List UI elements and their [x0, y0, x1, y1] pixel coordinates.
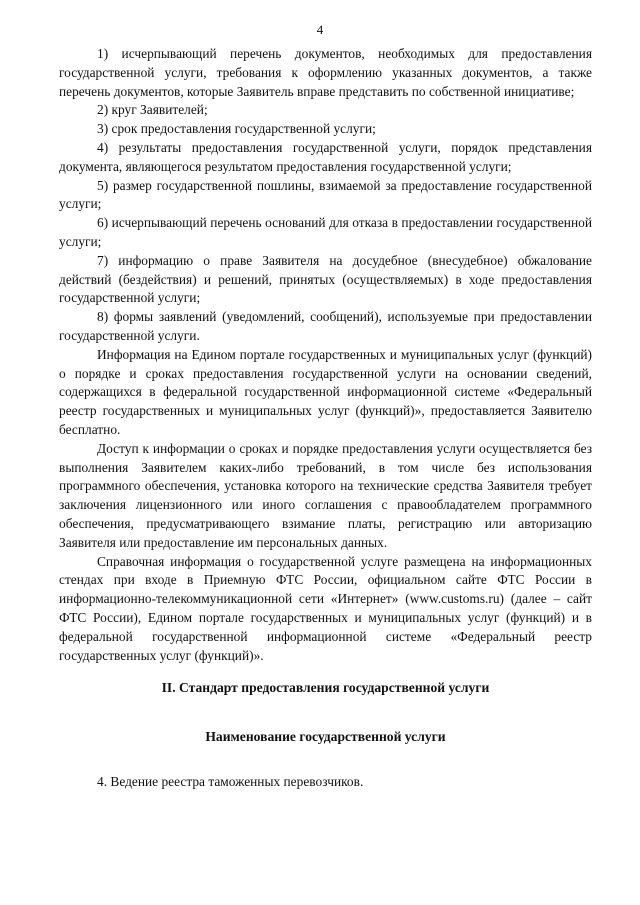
list-item: 3) срок предоставления государственной услуги;: [97, 121, 376, 137]
service-name-item: 4. Ведение реестра таможенных перевозчиков.: [97, 773, 364, 789]
list-item: 2) круг Заявителей;: [97, 102, 208, 118]
list-item: 5) размер государственной пошлины, взимаемой за предоставление государственной услуги;: [59, 177, 592, 212]
list-item: 1) исчерпывающий перечень документов, необходимых для предоставления государственной услуги, требования к оформлению указанных документов, а также перечень документов, которые Заявитель вправе представить по собственной инициативе;: [59, 46, 592, 99]
paragraph-portal-info: Информация на Едином портале государственных и муниципальных услуг (функций) о порядке и сроках предоставления государственной услуги на основании сведений, содержащихся в федеральной государственной информационной системе «Федеральный реестр государственных и муниципальных услуг (функций)», предоставляется Заявителю бесплатно.: [59, 346, 592, 437]
list-item: 8) формы заявлений (уведомлений, сообщений), используемые при предоставлении государственной услуги.: [59, 309, 592, 343]
list-item: 4) результаты предоставления государственной услуги, порядок представления документа, являющегося результатом предоставления государственной услуги;: [59, 139, 592, 174]
section-heading: II. Стандарт предоставления государственной услуги: [161, 680, 490, 696]
list-item: 6) исчерпывающий перечень оснований для отказа в предоставлении государственной услуги;: [59, 215, 592, 249]
list-item: 7) информацию о праве Заявителя на досудебное (внесудебное) обжалование действий (бездействия) и решений, принятых (осуществляемых) в ходе предоставления государственной услуги;: [59, 252, 592, 306]
subsection-heading: Наименование государственной услуги: [205, 729, 446, 745]
paragraph-access-info: Доступ к информации о сроках и порядке предоставления услуги осуществляется без выполнения Заявителем каких-либо требований, в том числе без использования программного обеспечения, установка которого на технические средства Заявителя требует заключения лицензионного или иного соглашения с правообладателем программного обеспечения, предусматривающего взимание платы, регистрацию или авторизацию Заявителя или предоставление им персональных данных.: [59, 440, 592, 550]
paragraph-reference-info: Справочная информация о государственной услуге размещена на информационных стендах при входе в Приемную ФТС России, официальном сайте ФТС России в информационно-телекоммуникационной сети «Интернет» (www.customs.ru) (далее – сайт ФТС России), Едином портале государственных и муниципальных услуг (функций) и в федеральной государственной информационной системе «Федеральный реестр государственных услуг (функций)».: [59, 553, 592, 663]
page-number: 4: [316, 22, 324, 37]
document-body: [59, 45, 592, 792]
